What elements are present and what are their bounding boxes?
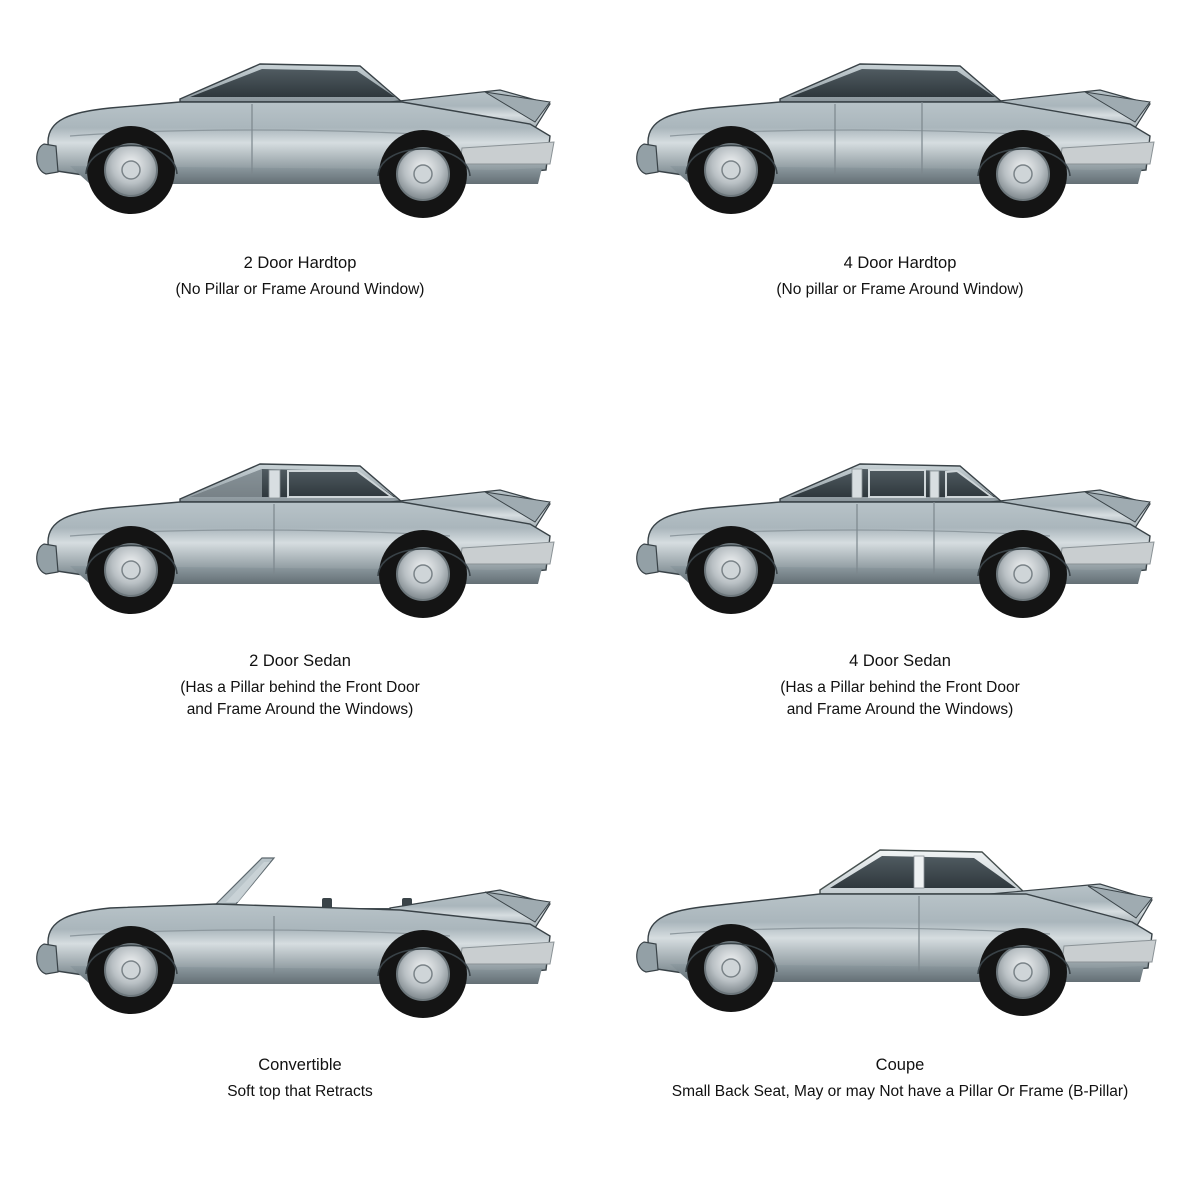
panel-subtitle-line-2: and Frame Around the Windows) <box>186 701 414 719</box>
panel-subtitle-line-1: (Has a Pillar behind the Front Door <box>180 678 420 696</box>
wheel-rear <box>379 930 467 1018</box>
panel-subtitle-line-2: and Frame Around the Windows) <box>786 701 1014 719</box>
wheel-front <box>87 926 175 1014</box>
panel-four-door-sedan <box>600 400 1200 800</box>
panel-two-door-sedan <box>0 400 600 800</box>
panel-title: 4 Door Hardtop <box>843 254 957 272</box>
front-bumper <box>637 942 658 972</box>
panel-subtitle-line-1: Soft top that Retracts <box>227 1082 373 1100</box>
wheel-rear <box>379 130 467 218</box>
panel-title: Coupe <box>875 1056 925 1074</box>
b-pillar <box>914 856 924 888</box>
front-bumper <box>37 544 58 574</box>
front-bumper <box>637 544 658 574</box>
car-illustration-two-door-sedan <box>20 414 580 644</box>
wheel-rear <box>379 530 467 618</box>
panel-subtitle-line-1: (Has a Pillar behind the Front Door <box>780 678 1020 696</box>
b-pillar <box>269 470 280 498</box>
car-illustration-coupe <box>620 814 1180 1044</box>
wheel-front <box>687 924 775 1012</box>
panel-title: 4 Door Sedan <box>849 652 951 670</box>
panel-subtitle-line-1: (No pillar or Frame Around Window) <box>776 280 1024 298</box>
wheel-front <box>87 526 175 614</box>
car-illustration-convertible <box>20 814 580 1044</box>
panel-title: 2 Door Hardtop <box>243 254 357 272</box>
c-pillar <box>930 471 939 498</box>
front-bumper <box>637 144 658 174</box>
wheel-front <box>687 526 775 614</box>
wheel-rear <box>979 130 1067 218</box>
panel-four-door-hardtop <box>600 0 1200 400</box>
panel-title: 2 Door Sedan <box>249 652 351 670</box>
wheel-front <box>687 126 775 214</box>
front-bumper <box>37 944 58 974</box>
panel-two-door-hardtop <box>0 0 600 400</box>
car-illustration-four-door-hardtop <box>620 14 1180 244</box>
panel-subtitle-line-1: (No Pillar or Frame Around Window) <box>175 280 425 298</box>
panel-caption <box>672 1054 1129 1103</box>
panel-caption <box>180 650 420 722</box>
panel-caption <box>176 252 425 301</box>
wheel-rear <box>979 928 1067 1016</box>
wheel-rear <box>979 530 1067 618</box>
car-illustration-four-door-sedan <box>620 414 1180 644</box>
panel-convertible <box>0 800 600 1200</box>
panel-coupe <box>600 800 1200 1200</box>
panel-title: Convertible <box>258 1056 342 1074</box>
panel-subtitle-line-1: Small Back Seat, May or may Not have a Pillar Or Frame (B-Pillar) <box>671 1082 1129 1100</box>
windshield-glass <box>226 862 270 902</box>
panel-caption <box>227 1054 373 1103</box>
front-bumper <box>37 144 58 174</box>
b-pillar <box>852 469 862 498</box>
panel-caption <box>776 252 1023 301</box>
panel-caption <box>780 650 1020 722</box>
wheel-front <box>87 126 175 214</box>
car-illustration-two-door-hardtop <box>20 14 580 244</box>
